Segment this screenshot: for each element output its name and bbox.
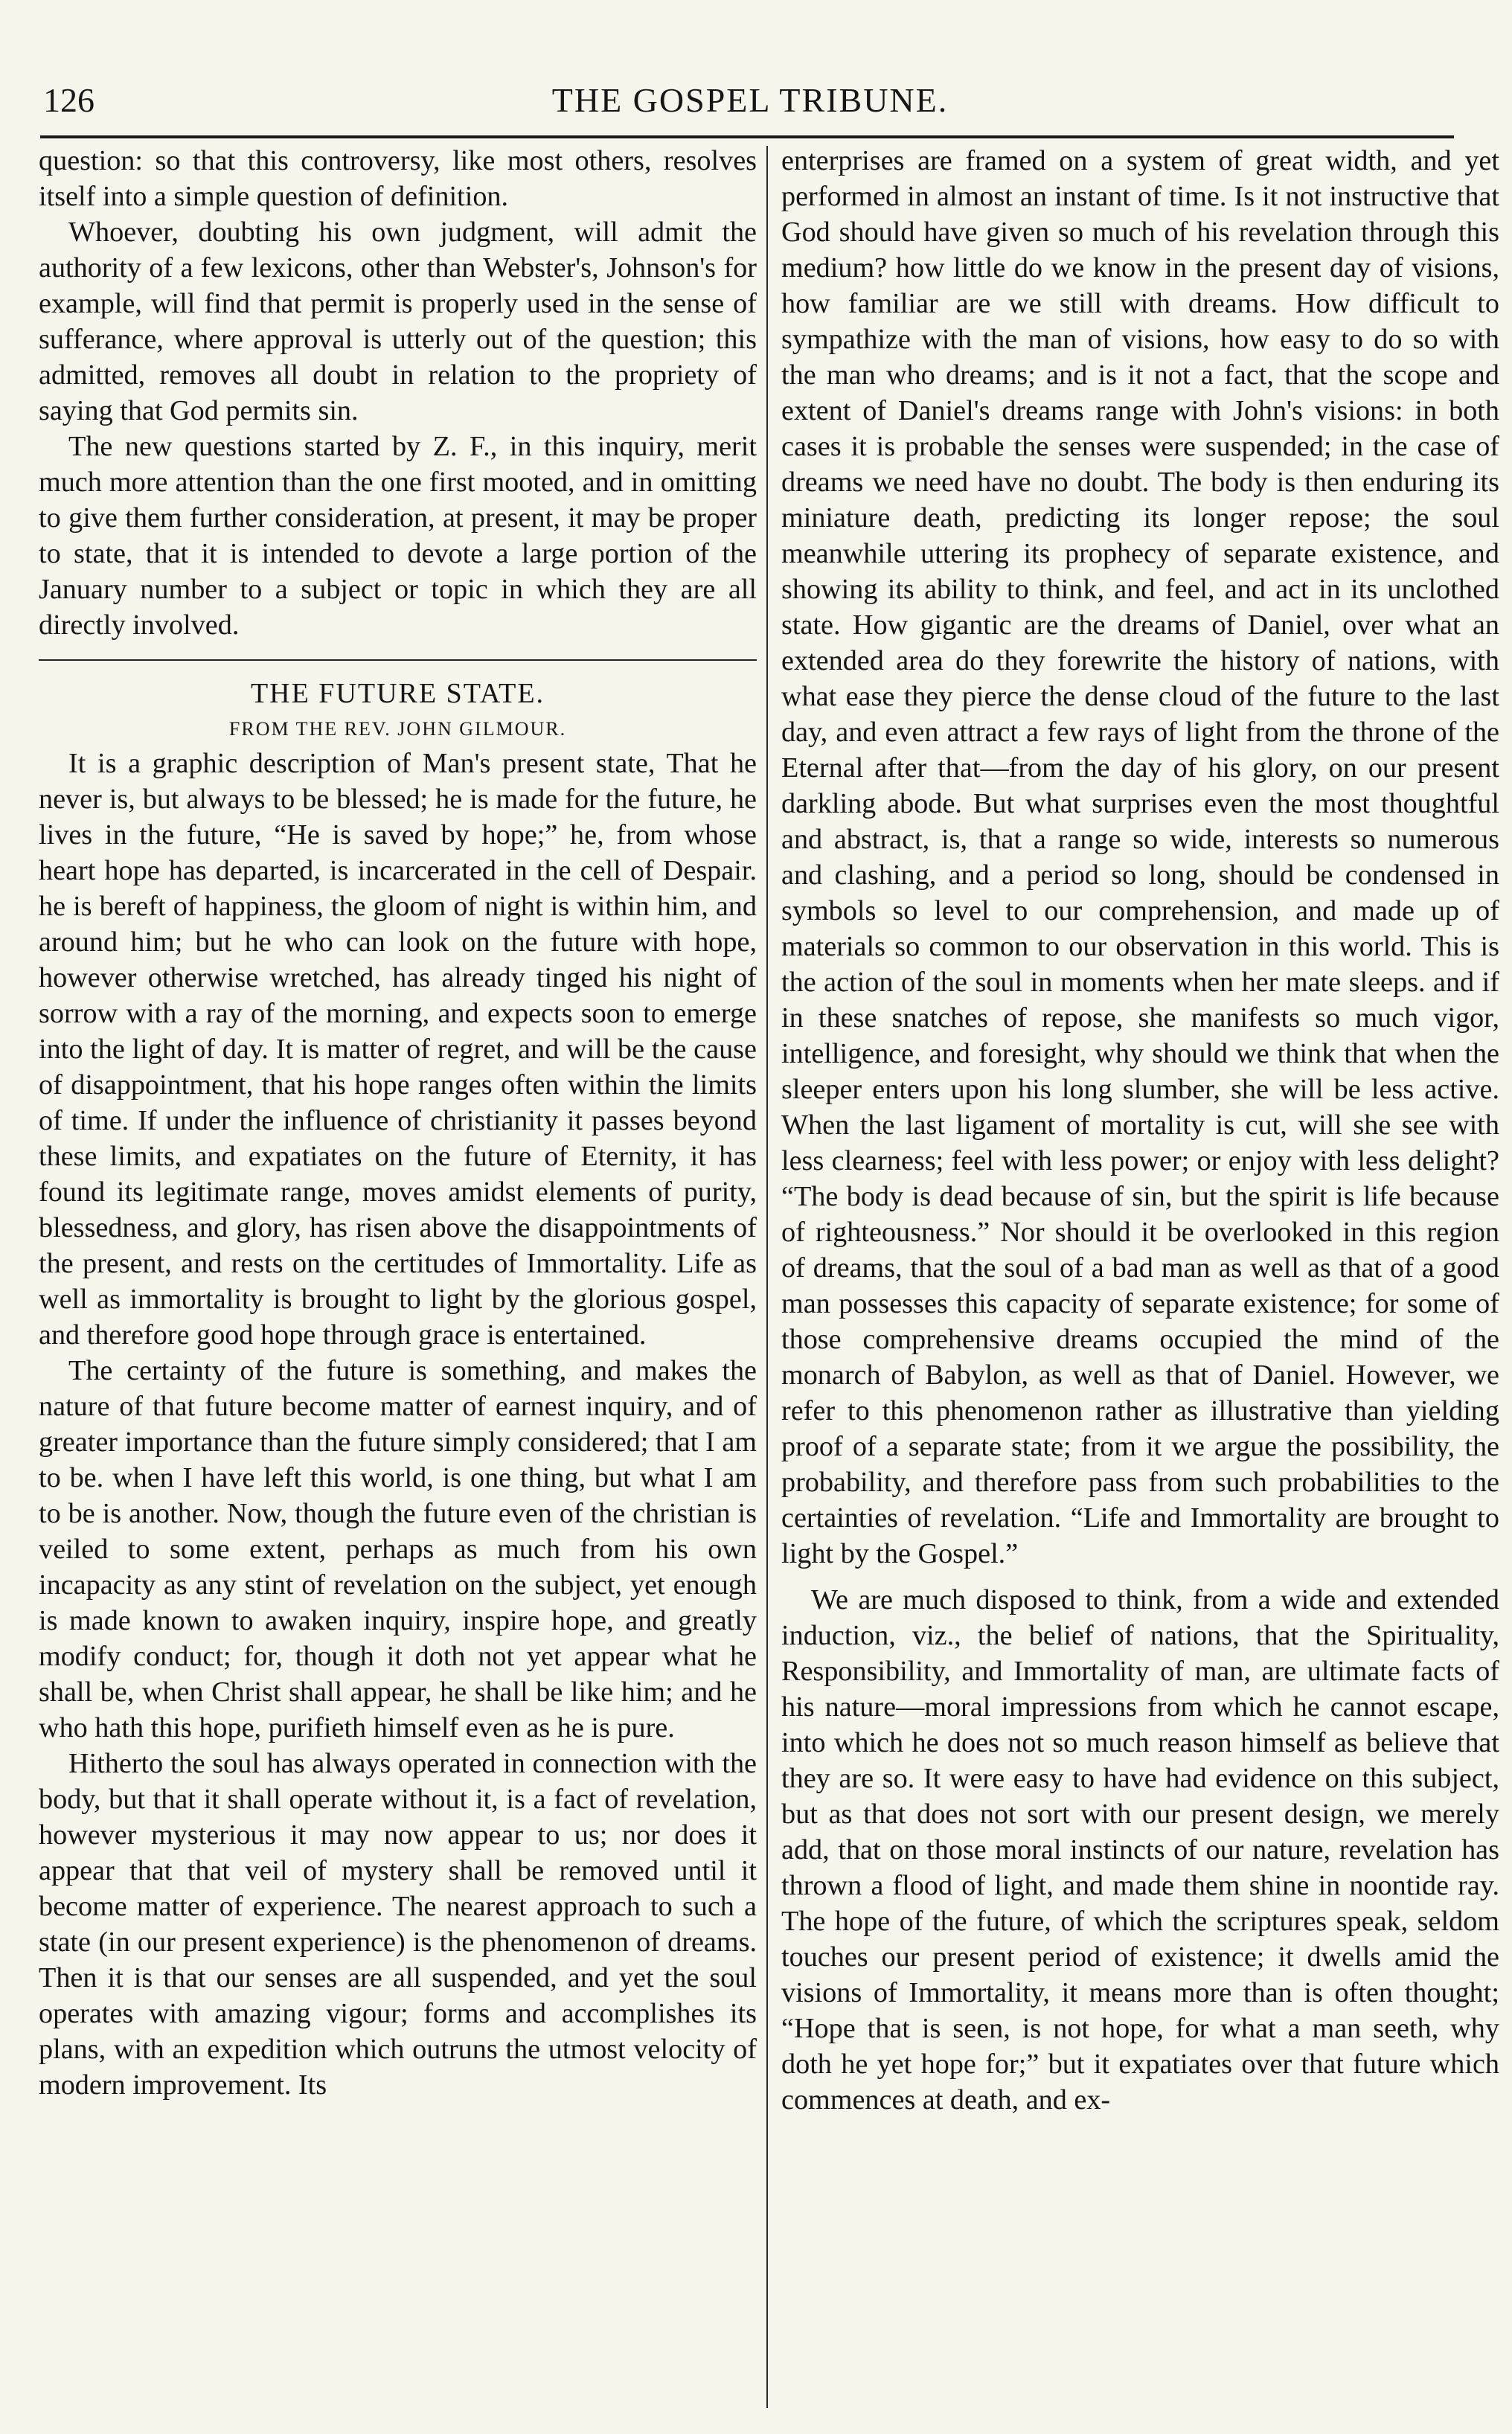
- journal-title: THE GOSPEL TRIBUNE.: [551, 81, 949, 119]
- left-paragraph-5: The certainty of the future is something, and makes the nature of that future become matter of earnest inquiry, and of greater importance than the future simply considered; that I am to be. when I have left this world, is one thing, but what I am to be is another. Now, though the future even of the christian is veiled to some extent, perhaps as much from his own incapacity as any stint of revelation on the subject, yet enough is made known to awaken inquiry, inspire hope, and greatly modify conduct; for, though it doth not yet appear what he shall be, when Christ shall appear, he shall be like him; and he who hath this hope, purifieth himself even as he is pure.: [39, 1355, 757, 1743]
- right-paragraph-1: enterprises are framed on a system of great width, and yet performed in almost an instant of time. Is it not instructive that God should have given so much of his revelation through this medium? how little do we know in the present day of visions, how familiar are we still with dreams. How difficult to sympathize with the man of visions, how easy to do so with the man who dreams; and is it not a fact, that the scope and extent of Daniel's dreams range with John's visions: in both cases it is probable the senses were suspended; in the case of dreams we need have no doubt. The body is then enduring its miniature death, predicting its longer repose; the soul meanwhile uttering its prophecy of separate existence, and showing its ability to think, and feel, and act in its unclothed state. How gigantic are the dreams of Daniel, over what an extended area do they forewrite the history of nations, with what ease they pierce the dense cloud of the future to the last day, and even attract a few rays of light from the throne of the Eternal after that—from the day of his glory, on our present darkling abode. But what surprises even the most thoughtful and abstract, is, that a range so wide, interests so numerous and clashing, and a period so long, should be condensed in symbols so level to our comprehension, and made up of materials so common to our observation in this world. This is the action of the soul in moments when her mate sleeps. and if in these snatches of repose, she manifests so much vigor, intelligence, and foresight, why should we think that when the sleeper enters upon his long slumber, she will be less active. When the last ligament of mortality is cut, will she see with less clearness; feel with less power; or enjoy with less delight? “The body is dead because of sin, but the spirit is life because of righteousness.” Nor should it be overlooked in this region of dreams, that the soul of a bad man as well as that of a good man possesses this capacity of separate existence; for some of those comprehensive dreams occupied the mind of the monarch of Babylon, as well as that of Daniel. However, we refer to this phenomenon rather as illustrative than yielding proof of a separate state; from it we argue the possibility, the probability, and therefore pass from such probabilities to the certainties of revelation. “Life and Immortality are brought to light by the Gospel.”: [781, 145, 1499, 1569]
- article-byline: FROM THE REV. JOHN GILMOUR.: [228, 718, 567, 740]
- paragraph-spacer: [781, 1572, 1499, 1582]
- left-paragraph-1: question: so that this controversy, like most others, resolves itself into a simple question of definition.: [39, 145, 757, 212]
- section-divider: [39, 659, 757, 661]
- column-divider: [766, 146, 768, 2408]
- header-rule: [40, 135, 1454, 138]
- left-paragraph-6: Hitherto the soul has always operated in connection with the body, but that it shall operate without it, is a fact of revelation, however mysterious it may now appear to us; nor does it appear that that veil of mystery shall be removed until it become matter of experience. The nearest approach to such a state (in our present experience) is the phenomenon of dreams. Then it is that our senses are all suspended, and yet the soul operates with amazing vigour; forms and accomplishes its plans, with an expedition which outruns the utmost velocity of modern improvement. Its: [39, 1748, 757, 2101]
- left-column: [39, 143, 757, 2405]
- left-paragraph-2: Whoever, doubting his own judgment, will admit the authority of a few lexicons, other than Webster's, Johnson's for example, will find that permit is properly used in the sense of sufferance, where approval is utterly out of the question; this admitted, removes all doubt in relation to the propriety of saying that God permits sin.: [39, 217, 757, 426]
- right-paragraph-2: We are much disposed to think, from a wide and extended induction, viz., the belief of nations, that the Spirituality, Responsibility, and Immortality of man, are ultimate facts of his nature—moral impressions from which he cannot escape, into which he does not so much reason himself as believe that they are so. It were easy to have had evidence on this subject, but as that does not sort with our present design, we merely add, that on those moral instincts of our nature, revelation has thrown a flood of light, and made them shine in noontide ray. The hope of the future, of which the scriptures speak, seldom touches our present period of existence; it dwells amid the visions of Immortality, it means more than is often thought; “Hope that is seen, is not hope, for what a man seeth, why doth he yet hope for;” but it expatiates over that future which commences at death, and ex-: [781, 1584, 1499, 2116]
- page-header: [43, 80, 1457, 125]
- right-column: [781, 143, 1499, 2405]
- page-number: 126: [43, 81, 94, 119]
- left-paragraph-3: The new questions started by Z. F., in this inquiry, merit much more attention than the one first mooted, and in omitting to give them further consideration, at present, it may be proper to state, that it is intended to devote a large portion of the January number to a subject or topic in which they are all directly involved.: [39, 431, 757, 641]
- left-paragraph-4: It is a graphic description of Man's present state, That he never is, but always to be blessed; he is made for the future, he lives in the future, “He is saved by hope;” he, from whose heart hope has departed, is incarcerated in the cell of Despair. he is bereft of happiness, the gloom of night is within him, and around him; but he who can look on the future with hope, however otherwise wretched, has already tinged his night of sorrow with a ray of the morning, and expects soon to emerge into the light of day. It is matter of regret, and will be the cause of disappointment, that his hope ranges often within the limits of time. If under the influence of christianity it passes beyond these limits, and expatiates on the future of Eternity, it has found its legitimate range, moves amidst elements of purity, blessedness, and glory, has risen above the disappointments of the present, and rests on the certitudes of Immortality. Life as well as immortality is brought to light by the glorious gospel, and therefore good hope through grace is entertained.: [39, 748, 757, 1351]
- article-title: THE FUTURE STATE.: [250, 678, 545, 709]
